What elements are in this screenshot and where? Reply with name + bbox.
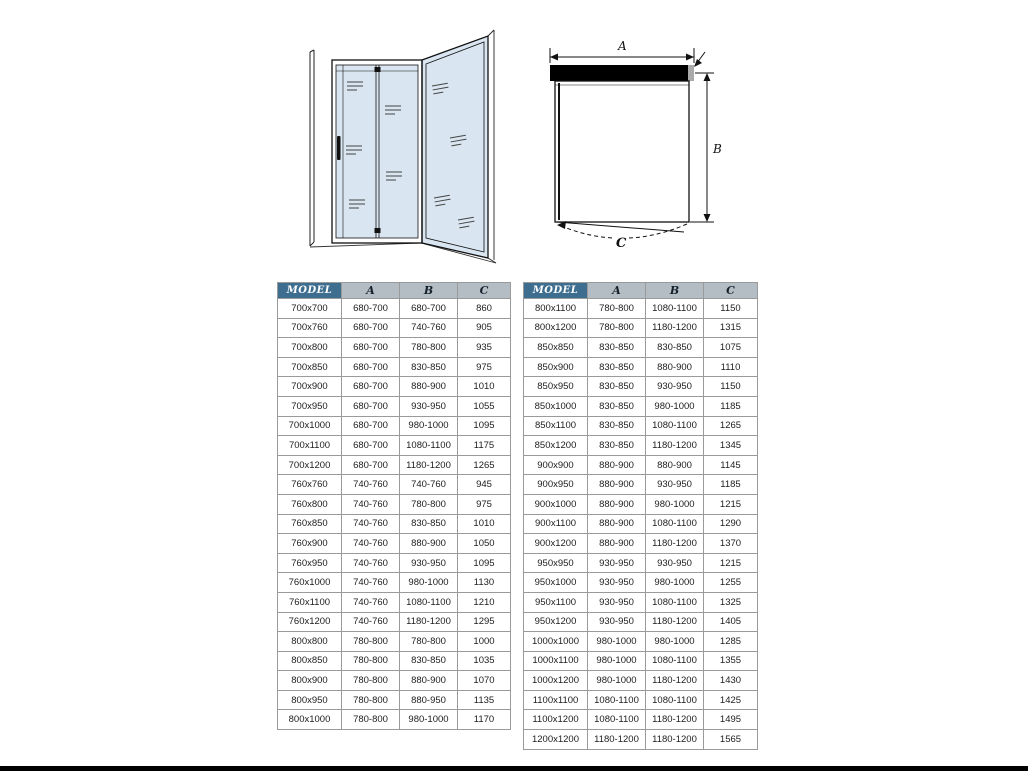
table-cell: 680-700 xyxy=(342,436,400,456)
table-cell: 700x760 xyxy=(278,318,342,338)
table-cell: 980-1000 xyxy=(646,396,704,416)
corner-arrow-icon xyxy=(694,52,705,67)
table-row xyxy=(524,416,758,436)
table-cell: 1080-1100 xyxy=(646,299,704,319)
table-cell: 680-700 xyxy=(342,416,400,436)
table-cell: 1130 xyxy=(458,573,511,593)
bottom-border-bar xyxy=(0,766,1028,771)
hinge-icon xyxy=(375,228,381,233)
table-cell: 850x1100 xyxy=(524,416,588,436)
table-cell: 1285 xyxy=(704,632,758,652)
table-cell: 700x950 xyxy=(278,396,342,416)
table-cell: 900x900 xyxy=(524,455,588,475)
table-cell: 740-760 xyxy=(342,553,400,573)
table-cell: 700x700 xyxy=(278,299,342,319)
table-row xyxy=(524,357,758,377)
table-cell: 1180-1200 xyxy=(588,730,646,750)
table-cell: 1080-1100 xyxy=(646,592,704,612)
table-cell: 1180-1200 xyxy=(646,710,704,730)
table-cell: 1265 xyxy=(704,416,758,436)
table-cell: 830-850 xyxy=(588,338,646,358)
table-cell: 760x800 xyxy=(278,494,342,514)
table-cell: 760x950 xyxy=(278,553,342,573)
table-cell: 780-800 xyxy=(342,690,400,710)
table-row xyxy=(278,553,511,573)
top-view-diagram xyxy=(532,38,752,263)
table-row xyxy=(278,612,511,632)
table-cell: 1430 xyxy=(704,671,758,691)
column-header-a: A xyxy=(342,283,400,299)
table-cell: 1325 xyxy=(704,592,758,612)
table-cell: 1100x1100 xyxy=(524,690,588,710)
column-header-model: MODEL xyxy=(278,283,342,299)
table-cell: 680-700 xyxy=(342,318,400,338)
table-cell: 850x1200 xyxy=(524,436,588,456)
table-cell: 680-700 xyxy=(342,377,400,397)
table-cell: 740-760 xyxy=(342,573,400,593)
table-cell: 760x1100 xyxy=(278,592,342,612)
table-cell: 1080-1100 xyxy=(588,710,646,730)
table-cell: 980-1000 xyxy=(400,710,458,730)
table-row xyxy=(524,690,758,710)
table-cell: 680-700 xyxy=(342,455,400,475)
table-cell: 880-900 xyxy=(588,494,646,514)
table-cell: 880-900 xyxy=(588,534,646,554)
table-cell: 740-760 xyxy=(342,612,400,632)
table-cell: 1100x1200 xyxy=(524,710,588,730)
table-row xyxy=(524,730,758,750)
table-cell: 1080-1100 xyxy=(646,514,704,534)
table-cell: 930-950 xyxy=(400,396,458,416)
table-cell: 1095 xyxy=(458,416,511,436)
table-cell: 800x1200 xyxy=(524,318,588,338)
table-row xyxy=(278,690,511,710)
table-row xyxy=(524,534,758,554)
table-cell: 880-900 xyxy=(588,514,646,534)
column-header-b: B xyxy=(400,283,458,299)
table-cell: 1180-1200 xyxy=(400,455,458,475)
table-cell: 1000x1000 xyxy=(524,632,588,652)
table-row xyxy=(524,710,758,730)
table-cell: 1215 xyxy=(704,494,758,514)
dimension-b xyxy=(690,73,714,222)
column-header-c: C xyxy=(458,283,511,299)
table-cell: 830-850 xyxy=(400,357,458,377)
table-cell: 680-700 xyxy=(342,357,400,377)
table-cell: 800x850 xyxy=(278,651,342,671)
table-cell: 1080-1100 xyxy=(588,690,646,710)
table-cell: 780-800 xyxy=(400,494,458,514)
isometric-diagram xyxy=(250,20,512,275)
table-row xyxy=(278,632,511,652)
table-row xyxy=(524,455,758,475)
table-cell: 1295 xyxy=(458,612,511,632)
table-cell: 1370 xyxy=(704,534,758,554)
table-cell: 740-760 xyxy=(342,592,400,612)
table-cell: 980-1000 xyxy=(588,632,646,652)
table-cell: 880-900 xyxy=(400,671,458,691)
table-cell: 780-800 xyxy=(342,710,400,730)
table-cell: 800x900 xyxy=(278,671,342,691)
table-cell: 980-1000 xyxy=(588,651,646,671)
table-cell: 680-700 xyxy=(342,338,400,358)
table-row xyxy=(524,553,758,573)
table-cell: 1055 xyxy=(458,396,511,416)
table-cell: 700x900 xyxy=(278,377,342,397)
table-cell: 880-900 xyxy=(588,475,646,495)
table-cell: 1050 xyxy=(458,534,511,554)
table-row xyxy=(524,514,758,534)
right-wall-lines xyxy=(488,30,496,263)
hinge-icon xyxy=(375,67,381,72)
table-cell: 980-1000 xyxy=(646,494,704,514)
table-row xyxy=(278,573,511,593)
table-cell: 975 xyxy=(458,357,511,377)
table-row xyxy=(524,475,758,495)
table-cell: 1255 xyxy=(704,573,758,593)
table-cell: 1345 xyxy=(704,436,758,456)
table-cell: 1355 xyxy=(704,651,758,671)
table-cell: 1000x1200 xyxy=(524,671,588,691)
table-cell: 1210 xyxy=(458,592,511,612)
table-cell: 680-700 xyxy=(400,299,458,319)
table-row xyxy=(524,612,758,632)
column-header-c: C xyxy=(704,283,758,299)
table-cell: 1080-1100 xyxy=(646,651,704,671)
table-row xyxy=(278,318,511,338)
table-cell: 740-760 xyxy=(342,534,400,554)
table-cell: 1135 xyxy=(458,690,511,710)
wall-profile-bar xyxy=(550,65,694,81)
table-row xyxy=(278,494,511,514)
table-cell: 800x800 xyxy=(278,632,342,652)
table-cell: 740-760 xyxy=(342,475,400,495)
table-cell: 1035 xyxy=(458,651,511,671)
table-cell: 1185 xyxy=(704,475,758,495)
column-header-model: MODEL xyxy=(524,283,588,299)
table-cell: 1180-1200 xyxy=(646,436,704,456)
table-cell: 1150 xyxy=(704,377,758,397)
table-cell: 905 xyxy=(458,318,511,338)
table-cell: 1080-1100 xyxy=(400,592,458,612)
table-cell: 1180-1200 xyxy=(646,730,704,750)
table-cell: 1095 xyxy=(458,553,511,573)
table-cell: 700x1000 xyxy=(278,416,342,436)
table-cell: 700x1100 xyxy=(278,436,342,456)
table-cell: 780-800 xyxy=(588,299,646,319)
arrow-left-icon xyxy=(550,54,558,61)
table-cell: 850x1000 xyxy=(524,396,588,416)
arrow-right-icon xyxy=(686,54,694,61)
left-wall-lines xyxy=(310,50,314,246)
table-cell: 880-900 xyxy=(646,455,704,475)
table-row xyxy=(278,338,511,358)
table-cell: 1175 xyxy=(458,436,511,456)
table-row xyxy=(278,651,511,671)
table-cell: 1080-1100 xyxy=(400,436,458,456)
table-cell: 980-1000 xyxy=(646,632,704,652)
table-cell: 935 xyxy=(458,338,511,358)
table-row xyxy=(278,592,511,612)
table-cell: 975 xyxy=(458,494,511,514)
table-cell: 830-850 xyxy=(588,357,646,377)
table-row xyxy=(278,416,511,436)
table-cell: 1180-1200 xyxy=(646,671,704,691)
table-cell: 780-800 xyxy=(342,651,400,671)
table-cell: 1010 xyxy=(458,514,511,534)
table-row xyxy=(278,299,511,319)
table-cell: 880-900 xyxy=(400,377,458,397)
table-cell: 945 xyxy=(458,475,511,495)
table-cell: 900x1200 xyxy=(524,534,588,554)
table-cell: 740-760 xyxy=(342,494,400,514)
table-row xyxy=(524,494,758,514)
wall-profile-end xyxy=(688,65,694,81)
table-cell: 700x800 xyxy=(278,338,342,358)
table-cell: 850x900 xyxy=(524,357,588,377)
table-row xyxy=(524,377,758,397)
table-cell: 700x850 xyxy=(278,357,342,377)
table-cell: 880-900 xyxy=(646,357,704,377)
table-cell: 780-800 xyxy=(342,632,400,652)
table-row xyxy=(278,671,511,691)
table-cell: 1215 xyxy=(704,553,758,573)
table-cell: 830-850 xyxy=(588,436,646,456)
table-cell: 1070 xyxy=(458,671,511,691)
table-cell: 800x1100 xyxy=(524,299,588,319)
table-cell: 980-1000 xyxy=(588,671,646,691)
table-cell: 880-950 xyxy=(400,690,458,710)
table-cell: 740-760 xyxy=(400,318,458,338)
table-cell: 1200x1200 xyxy=(524,730,588,750)
table-cell: 1405 xyxy=(704,612,758,632)
table-row xyxy=(524,396,758,416)
table-cell: 930-950 xyxy=(588,573,646,593)
table-row xyxy=(278,475,511,495)
table-cell: 950x1100 xyxy=(524,592,588,612)
table-cell: 830-850 xyxy=(588,416,646,436)
table-row xyxy=(524,632,758,652)
table-cell: 980-1000 xyxy=(400,416,458,436)
table-cell: 760x1000 xyxy=(278,573,342,593)
enclosure-outline xyxy=(555,81,689,222)
table-cell: 1010 xyxy=(458,377,511,397)
table-row xyxy=(524,573,758,593)
table-cell: 1180-1200 xyxy=(646,612,704,632)
column-header-b: B xyxy=(646,283,704,299)
table-cell: 800x1000 xyxy=(278,710,342,730)
table-cell: 950x1200 xyxy=(524,612,588,632)
table-cell: 830-850 xyxy=(588,377,646,397)
table-row xyxy=(524,651,758,671)
table-cell: 880-900 xyxy=(400,534,458,554)
table-cell: 1000x1100 xyxy=(524,651,588,671)
table-row xyxy=(524,338,758,358)
table-cell: 830-850 xyxy=(646,338,704,358)
table-cell: 680-700 xyxy=(342,299,400,319)
table-row xyxy=(278,396,511,416)
dimension-label-b: B xyxy=(713,142,722,156)
table-row xyxy=(524,299,758,319)
table-cell: 1290 xyxy=(704,514,758,534)
table-cell: 1265 xyxy=(458,455,511,475)
dimension-label-c: C xyxy=(616,236,627,251)
table-header-row xyxy=(524,283,758,299)
table-cell: 800x950 xyxy=(278,690,342,710)
table-cell: 1170 xyxy=(458,710,511,730)
table-row xyxy=(278,436,511,456)
table-row xyxy=(524,592,758,612)
table-cell: 860 xyxy=(458,299,511,319)
table-cell: 950x950 xyxy=(524,553,588,573)
table-cell: 980-1000 xyxy=(646,573,704,593)
table-cell: 740-760 xyxy=(342,514,400,534)
table-cell: 740-760 xyxy=(400,475,458,495)
table-cell: 780-800 xyxy=(400,338,458,358)
table-cell: 1180-1200 xyxy=(646,534,704,554)
table-cell: 760x900 xyxy=(278,534,342,554)
column-header-a: A xyxy=(588,283,646,299)
table-cell: 760x760 xyxy=(278,475,342,495)
table-cell: 1000 xyxy=(458,632,511,652)
table-cell: 930-950 xyxy=(588,612,646,632)
table-cell: 780-800 xyxy=(588,318,646,338)
table-cell: 930-950 xyxy=(646,553,704,573)
table-cell: 780-800 xyxy=(400,632,458,652)
table-cell: 760x850 xyxy=(278,514,342,534)
table-cell: 900x1100 xyxy=(524,514,588,534)
table-row xyxy=(278,534,511,554)
table-cell: 900x1000 xyxy=(524,494,588,514)
table-cell: 930-950 xyxy=(646,475,704,495)
table-cell: 930-950 xyxy=(400,553,458,573)
table-cell: 930-950 xyxy=(588,553,646,573)
table-header-row xyxy=(278,283,511,299)
dimension-label-a: A xyxy=(618,39,627,53)
table-body xyxy=(524,299,758,750)
table-cell: 850x850 xyxy=(524,338,588,358)
table-row xyxy=(524,436,758,456)
table-cell: 830-850 xyxy=(400,651,458,671)
table-cell: 1145 xyxy=(704,455,758,475)
door-handle-icon xyxy=(337,136,341,160)
glass-panels xyxy=(336,36,488,258)
table-row xyxy=(524,671,758,691)
table-cell: 1075 xyxy=(704,338,758,358)
table-cell: 1180-1200 xyxy=(400,612,458,632)
table-cell: 830-850 xyxy=(588,396,646,416)
table-cell: 760x1200 xyxy=(278,612,342,632)
table-cell: 1185 xyxy=(704,396,758,416)
table-cell: 930-950 xyxy=(646,377,704,397)
table-cell: 1110 xyxy=(704,357,758,377)
table-cell: 980-1000 xyxy=(400,573,458,593)
open-door-line xyxy=(557,222,684,232)
table-cell: 850x950 xyxy=(524,377,588,397)
table-body xyxy=(278,299,511,730)
table-cell: 930-950 xyxy=(588,592,646,612)
table-cell: 1150 xyxy=(704,299,758,319)
table-cell: 1495 xyxy=(704,710,758,730)
table-cell: 1080-1100 xyxy=(646,416,704,436)
table-cell: 1080-1100 xyxy=(646,690,704,710)
table-row xyxy=(278,514,511,534)
table-cell: 1315 xyxy=(704,318,758,338)
table-cell: 830-850 xyxy=(400,514,458,534)
table-cell: 780-800 xyxy=(342,671,400,691)
size-table-left xyxy=(277,282,511,730)
table-cell: 1565 xyxy=(704,730,758,750)
table-row xyxy=(278,377,511,397)
table-cell: 1180-1200 xyxy=(646,318,704,338)
arrow-up-icon xyxy=(704,73,711,81)
table-row xyxy=(524,318,758,338)
table-row xyxy=(278,357,511,377)
table-cell: 900x950 xyxy=(524,475,588,495)
table-row xyxy=(278,455,511,475)
size-table-right xyxy=(523,282,758,750)
table-cell: 880-900 xyxy=(588,455,646,475)
arrow-down-icon xyxy=(704,214,711,222)
table-cell: 950x1000 xyxy=(524,573,588,593)
table-cell: 700x1200 xyxy=(278,455,342,475)
table-cell: 680-700 xyxy=(342,396,400,416)
table-cell: 1425 xyxy=(704,690,758,710)
table-row xyxy=(278,710,511,730)
